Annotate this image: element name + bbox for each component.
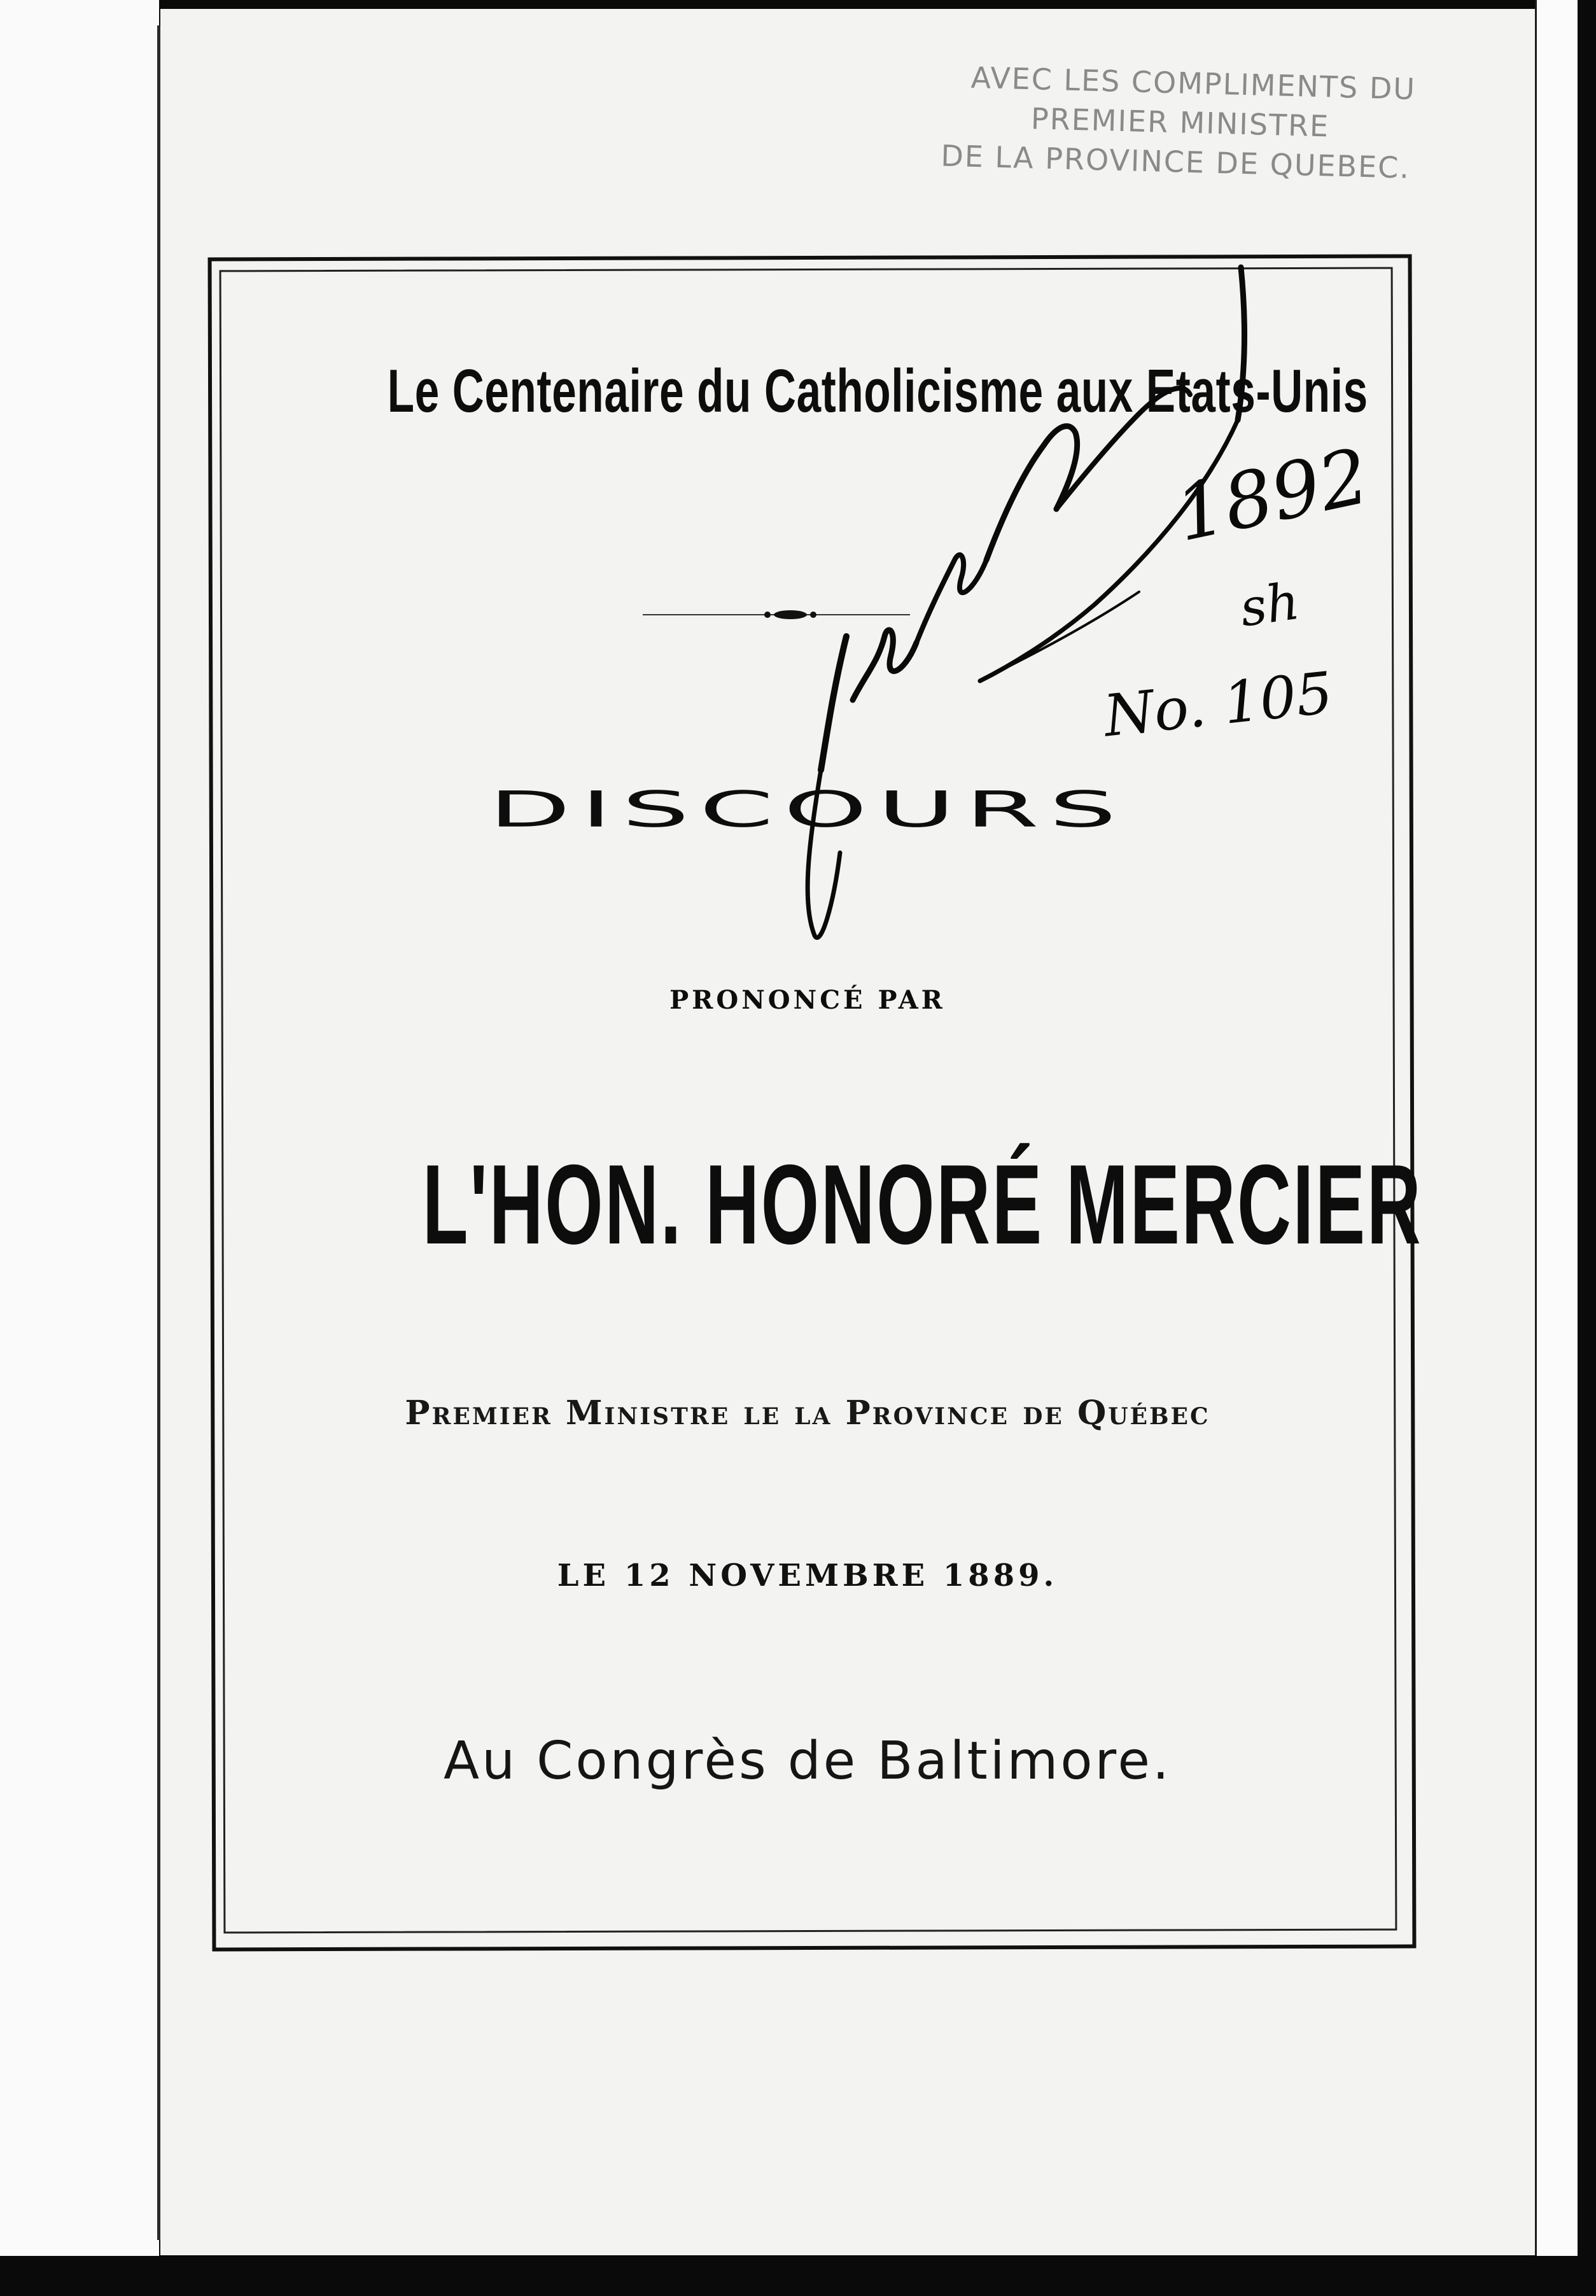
stamp-line-2: PREMIER MINISTRE	[1030, 101, 1330, 144]
speaker-name: L'HON. HONORÉ MERCIER	[422, 1141, 1423, 1268]
ornament-divider	[643, 608, 910, 621]
ink-stamp	[941, 57, 1453, 189]
page-right-margin	[1535, 0, 1578, 2256]
speech-venue: Au Congrès de Baltimore.	[444, 1731, 1172, 1791]
title-frame-inner	[220, 267, 1423, 1934]
byline-intro: PRONONCÉ PAR	[669, 985, 946, 1015]
stamp-line-1: AVEC LES COMPLIMENTS DU	[970, 60, 1417, 107]
handwritten-year: 1892	[1168, 432, 1377, 559]
series-title: Le Centenaire du Catholicisme aux Etats-Unis	[387, 357, 1368, 425]
stamp-line-3: DE LA PROVINCE DE QUEBEC.	[940, 138, 1411, 185]
handwritten-number: No. 105	[1100, 659, 1336, 750]
document-heading: DISCOURS	[488, 781, 1127, 839]
blank-flyleaf	[0, 0, 159, 2256]
speech-date: LE 12 NOVEMBRE 1889.	[557, 1558, 1058, 1593]
handwritten-ref: sh	[1236, 571, 1303, 638]
speaker-title: Premier Ministre le la Province de Québec	[405, 1394, 1210, 1432]
